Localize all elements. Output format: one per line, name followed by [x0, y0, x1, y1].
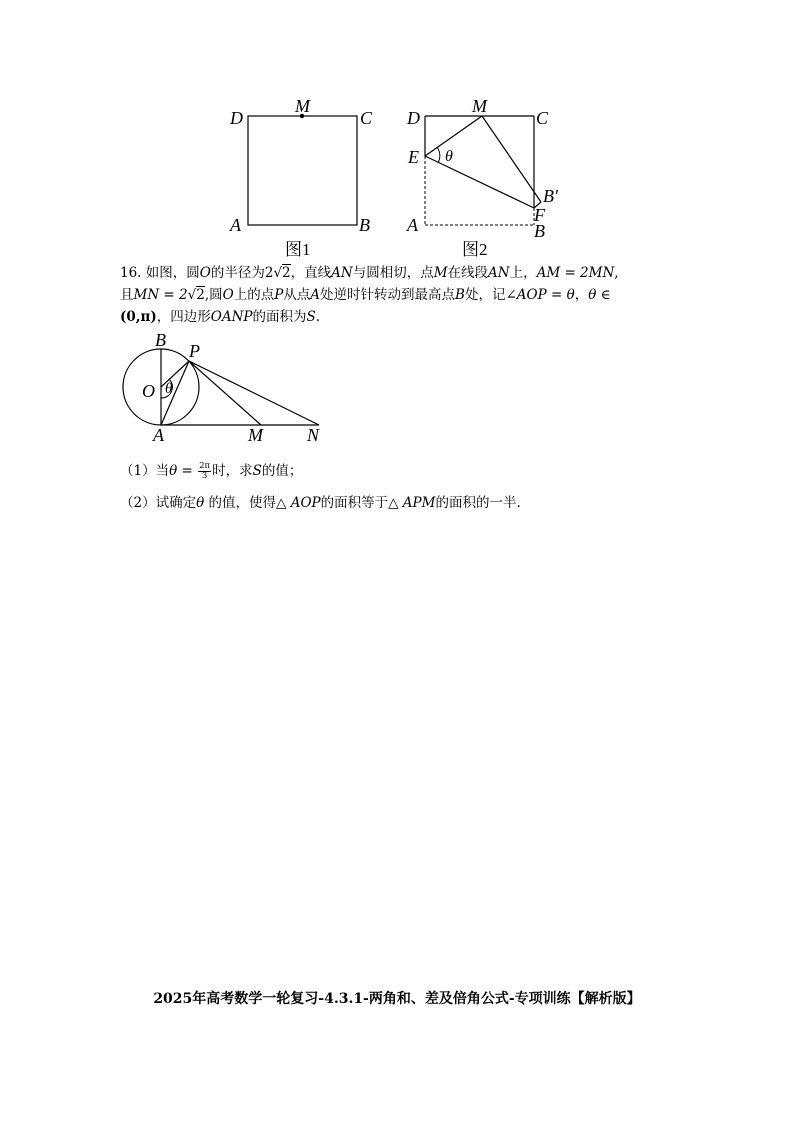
fig3-pn — [189, 361, 319, 425]
sqrt-sign: √ — [187, 287, 197, 303]
fraction-denominator: 3 — [201, 471, 208, 481]
text: 与圆相切，点 — [352, 265, 434, 281]
problem-16-line-2 — [120, 284, 720, 306]
math: O — [222, 287, 234, 303]
math: S — [306, 309, 316, 325]
fig3-label-b: B — [155, 330, 166, 350]
fig3-label-a: A — [153, 425, 164, 445]
fig3-pm — [189, 361, 261, 425]
fig1-label-d: D — [230, 108, 243, 128]
fig1-caption: 图1 — [285, 240, 311, 259]
math: 2 — [196, 287, 205, 303]
text: 从点 — [283, 287, 311, 303]
math: θ = — [169, 463, 193, 479]
math: P — [274, 287, 284, 303]
fig2-label-a: A — [407, 215, 418, 235]
problem-16-line-1 — [120, 262, 720, 284]
fig1-label-b: B — [359, 215, 370, 235]
fig3-label-o: O — [142, 381, 155, 401]
figure-1 — [225, 95, 385, 265]
fig3-label-p: P — [189, 341, 200, 361]
text: , — [614, 265, 619, 281]
math: θ ∈ — [588, 287, 611, 303]
fig2-em — [425, 116, 482, 156]
math: MN = 2 — [133, 287, 188, 303]
fig2-mbprime — [482, 116, 541, 202]
math: S — [252, 463, 262, 479]
fig1-square — [248, 116, 357, 225]
text: . — [315, 309, 321, 325]
text: 的面积等于 — [320, 495, 389, 511]
fig1-label-a: A — [230, 215, 241, 235]
math: A — [310, 287, 321, 303]
text: ，四边形 — [156, 309, 211, 325]
fig2-label-e: E — [408, 147, 419, 167]
text: 且 — [120, 287, 134, 303]
math: θ — [196, 495, 205, 511]
fig3-label-theta: θ — [165, 381, 173, 397]
text: 的值； — [261, 463, 303, 479]
question-2 — [120, 492, 720, 514]
text: 上， — [509, 265, 537, 281]
text: ,圆 — [204, 287, 223, 303]
text: （1）当 — [120, 463, 170, 479]
text: 上的点 — [233, 287, 275, 303]
text: 的面积的一半. — [435, 495, 521, 511]
fig3-label-n: N — [307, 425, 320, 445]
math: AM = 2MN — [536, 265, 615, 281]
fig2-label-d: D — [407, 108, 420, 128]
text: 的半径为 — [210, 265, 265, 281]
problem-16-line-3 — [120, 306, 720, 328]
text: 的面积为 — [252, 309, 307, 325]
fig2-label-c: C — [536, 108, 549, 128]
math: OANP — [210, 309, 253, 325]
math: AN — [331, 265, 353, 281]
document-title: 2025年高考数学一轮复习-4.3.1-两角和、差及倍角公式-专项训练【解析版】 — [153, 991, 641, 1007]
text: （2）试确定 — [120, 495, 197, 511]
fig2-angle-arc — [437, 147, 440, 163]
text: 在线段 — [447, 265, 489, 281]
fig2-label-f: F — [534, 205, 545, 225]
text: ， — [574, 287, 589, 303]
text: 时，求 — [212, 463, 253, 479]
text: 处，记 — [464, 287, 506, 303]
math: ∠AOP = θ — [505, 287, 575, 303]
fig2-label-b: B — [534, 221, 545, 241]
math: AN — [488, 265, 510, 281]
text: 16. 如图，圆 — [120, 265, 200, 281]
fig2-caption: 图2 — [462, 240, 488, 259]
math: △ APM — [388, 495, 436, 511]
fig1-label-c: C — [360, 108, 373, 128]
math: M — [433, 265, 448, 281]
text: 处逆时针转动到最高点 — [320, 287, 456, 303]
fraction-2pi-over-3 — [198, 462, 211, 481]
text: ，直线 — [290, 265, 332, 281]
fig2-label-m: M — [472, 96, 487, 116]
math: B — [455, 287, 465, 303]
math: (0,π) — [120, 309, 157, 325]
figure-3 — [115, 328, 335, 448]
fig2-label-bprime: B′ — [543, 186, 558, 206]
fig1-label-m: M — [295, 96, 310, 116]
math: 2 — [282, 265, 291, 281]
math: O — [199, 265, 211, 281]
text: 的值，使得 — [204, 495, 277, 511]
math: 2 — [264, 265, 274, 281]
fraction-numerator: 2π — [199, 461, 211, 471]
question-1 — [120, 460, 720, 482]
figure-2 — [400, 95, 580, 265]
fig2-label-theta: θ — [445, 148, 453, 165]
sqrt-sign: √ — [273, 265, 283, 281]
fig2-ef — [425, 156, 534, 208]
math: △ AOP — [276, 495, 321, 511]
fig3-label-m: M — [248, 425, 263, 445]
